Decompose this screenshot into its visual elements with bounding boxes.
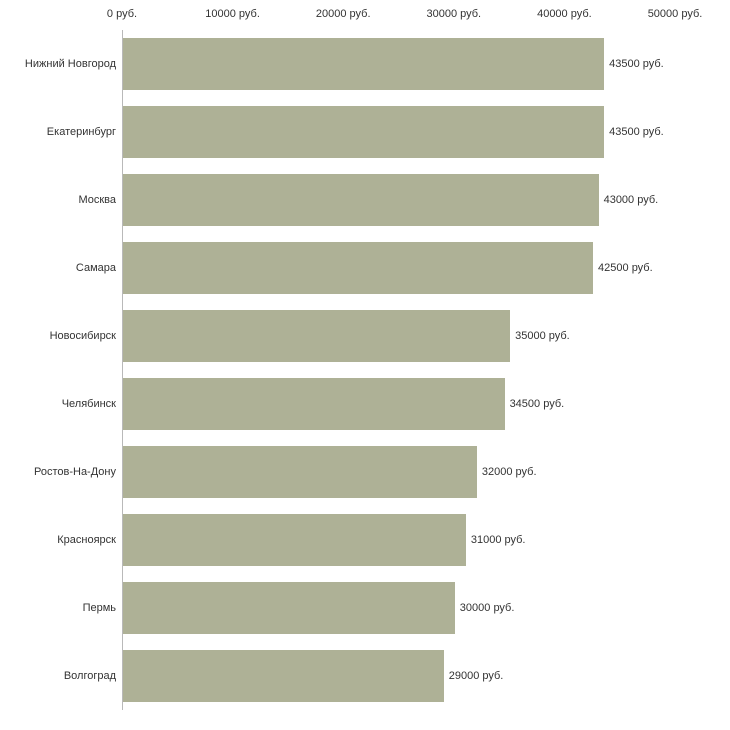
bar-value-label: 43000 руб. xyxy=(603,194,659,206)
category-label: Новосибирск xyxy=(49,330,116,342)
category-label: Москва xyxy=(78,194,116,206)
bar-value-label: 32000 руб. xyxy=(481,466,537,478)
x-axis-tick-label: 50000 руб. xyxy=(647,8,703,20)
category-label: Волгоград xyxy=(63,670,116,682)
x-axis-tick-label: 0 руб. xyxy=(106,8,138,20)
bar xyxy=(123,514,466,566)
bar xyxy=(123,174,599,226)
bar-value-label: 31000 руб. xyxy=(470,534,526,546)
x-axis-tick-label: 10000 руб. xyxy=(205,8,260,20)
x-axis-tick-label: 30000 руб. xyxy=(426,8,482,20)
bar xyxy=(123,310,510,362)
bar-value-label: 29000 руб. xyxy=(448,670,504,682)
bar-value-label: 30000 руб. xyxy=(459,602,515,614)
bar-value-label: 42500 руб. xyxy=(598,262,653,274)
bar-row xyxy=(63,642,675,710)
x-axis-tick-label: 40000 руб. xyxy=(537,8,592,20)
category-label: Самара xyxy=(75,262,116,274)
category-label: Красноярск xyxy=(57,534,116,546)
bar-row xyxy=(61,370,675,438)
bar xyxy=(123,446,477,498)
plot-area xyxy=(24,30,675,710)
bar xyxy=(123,106,604,158)
bar-value-label: 43500 руб. xyxy=(609,58,664,70)
bar-row xyxy=(78,166,675,234)
bar xyxy=(123,242,593,294)
bar xyxy=(123,650,444,702)
bar-row xyxy=(24,30,675,98)
bar xyxy=(123,378,505,430)
bar xyxy=(123,38,604,90)
bar-value-label: 35000 руб. xyxy=(515,330,570,342)
bar-row xyxy=(46,98,675,166)
category-label: Челябинск xyxy=(61,398,116,410)
x-axis-top xyxy=(106,0,703,30)
bar-row xyxy=(82,574,675,642)
bar-row xyxy=(75,234,675,302)
category-label: Пермь xyxy=(82,602,116,614)
category-label: Ростов-На-Дону xyxy=(33,466,116,478)
bar-row xyxy=(57,506,675,574)
bar-row xyxy=(49,302,675,370)
bar-row xyxy=(33,438,675,506)
bar-value-label: 34500 руб. xyxy=(509,398,565,410)
bar-value-label: 43500 руб. xyxy=(609,126,664,138)
category-label: Нижний Новгород xyxy=(24,58,116,70)
x-axis-tick-label: 20000 руб. xyxy=(315,8,371,20)
category-label: Екатеринбург xyxy=(46,126,116,138)
bar xyxy=(123,582,455,634)
